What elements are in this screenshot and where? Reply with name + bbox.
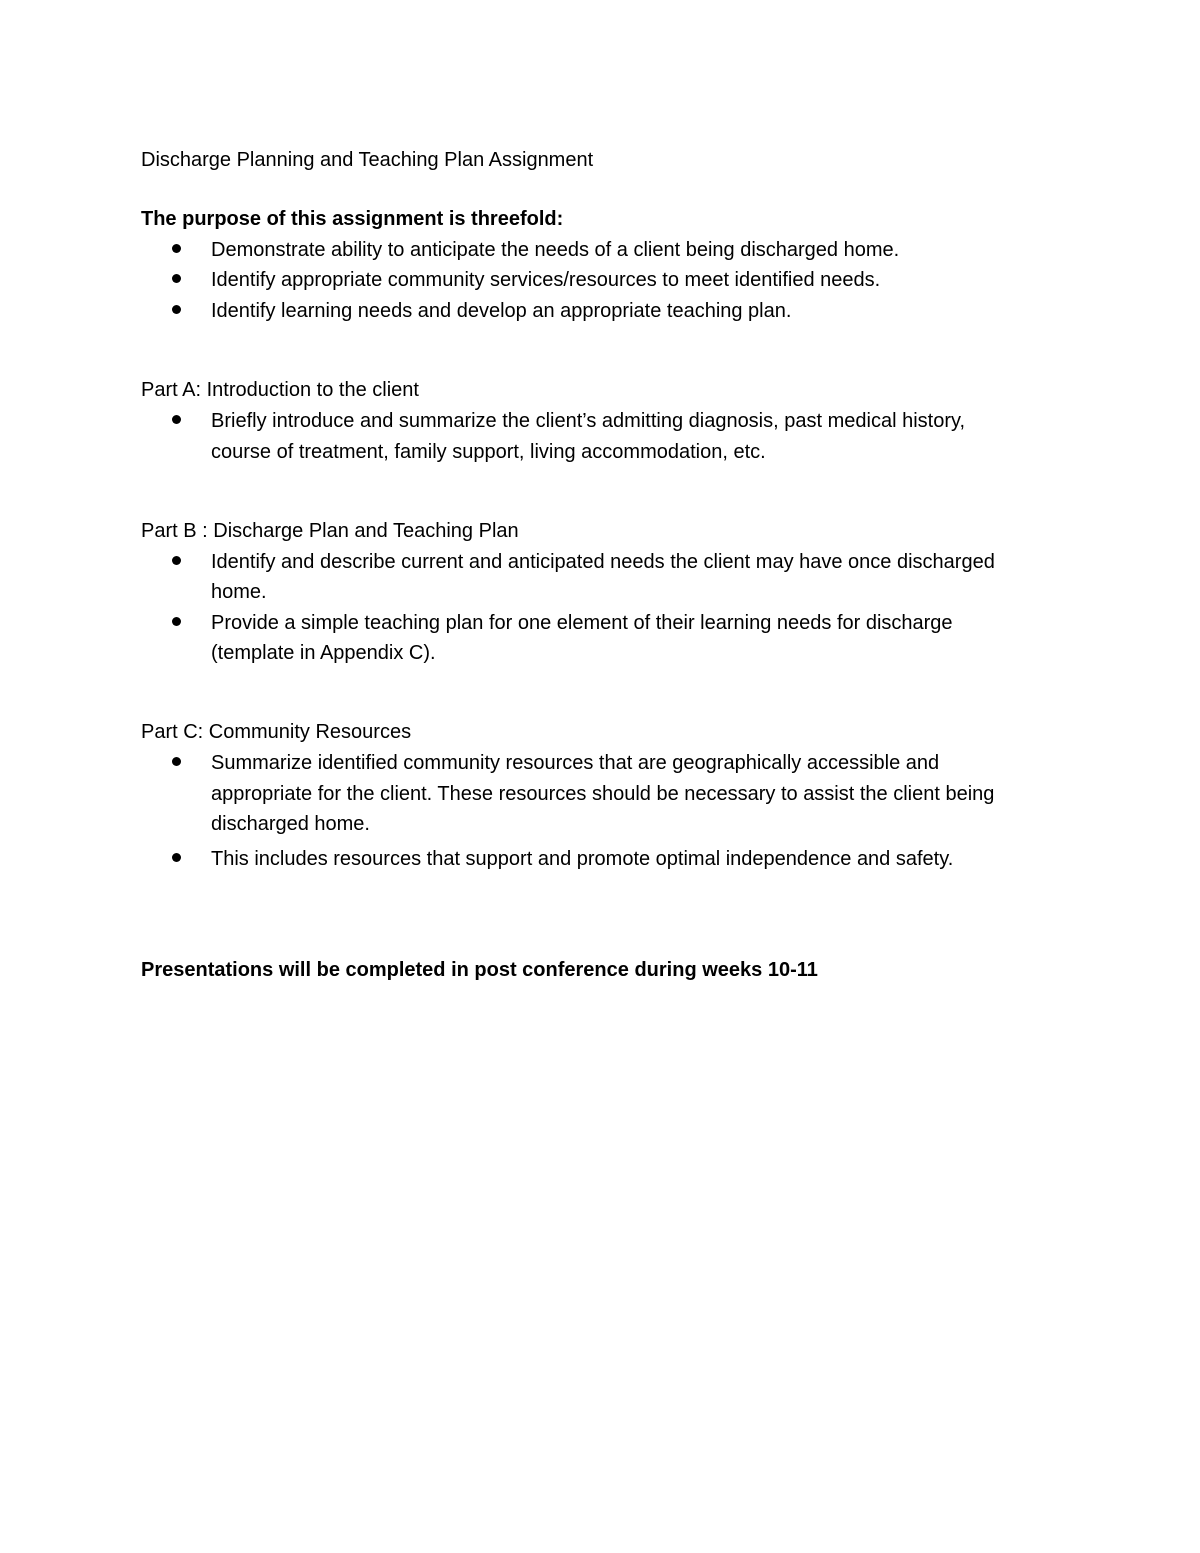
bullet-icon [172,409,184,421]
bullet-icon [172,268,184,280]
part-b-item-line: Identify and describe current and anticipated needs the client may have once discharged [211,551,995,573]
presentation-note: Presentations will be completed in post conference during weeks 10-11 [141,959,818,981]
part-c-item-line: appropriate for the client. These resources should be necessary to assist the client being [211,783,995,805]
bullet-icon [172,611,184,623]
part-a-item-line: Briefly introduce and summarize the client’s admitting diagnosis, past medical history, [211,410,966,432]
part-c-item-line: discharged home. [211,813,370,835]
part-c-heading: Part C: Community Resources [141,721,412,743]
purpose-item: Identify appropriate community services/resources to meet identified needs. [211,269,881,291]
bullet-icon [172,550,184,562]
part-c-item-line: This includes resources that support and promote optimal independence and safety. [211,848,954,870]
part-a-heading: Part A: Introduction to the client [141,379,419,401]
purpose-item: Demonstrate ability to anticipate the needs of a client being discharged home. [211,239,900,261]
part-c-item-line: Summarize identified community resources that are geographically accessible and [211,752,940,774]
bullet-icon [172,238,184,250]
part-b-item-line: (template in Appendix C). [211,642,436,664]
purpose-item: Identify learning needs and develop an appropriate teaching plan. [211,300,792,322]
bullet-icon [172,299,184,311]
bullet-icon [172,751,184,763]
document-title: Discharge Planning and Teaching Plan Assignment [141,149,594,171]
part-b-heading: Part B : Discharge Plan and Teaching Plan [141,520,519,542]
part-a-item-line: course of treatment, family support, living accommodation, etc. [211,441,766,463]
purpose-heading: The purpose of this assignment is threefold: [141,208,564,230]
part-b-item-line: home. [211,581,267,603]
part-b-item-line: Provide a simple teaching plan for one element of their learning needs for discharge [211,612,953,634]
bullet-icon [172,847,184,859]
